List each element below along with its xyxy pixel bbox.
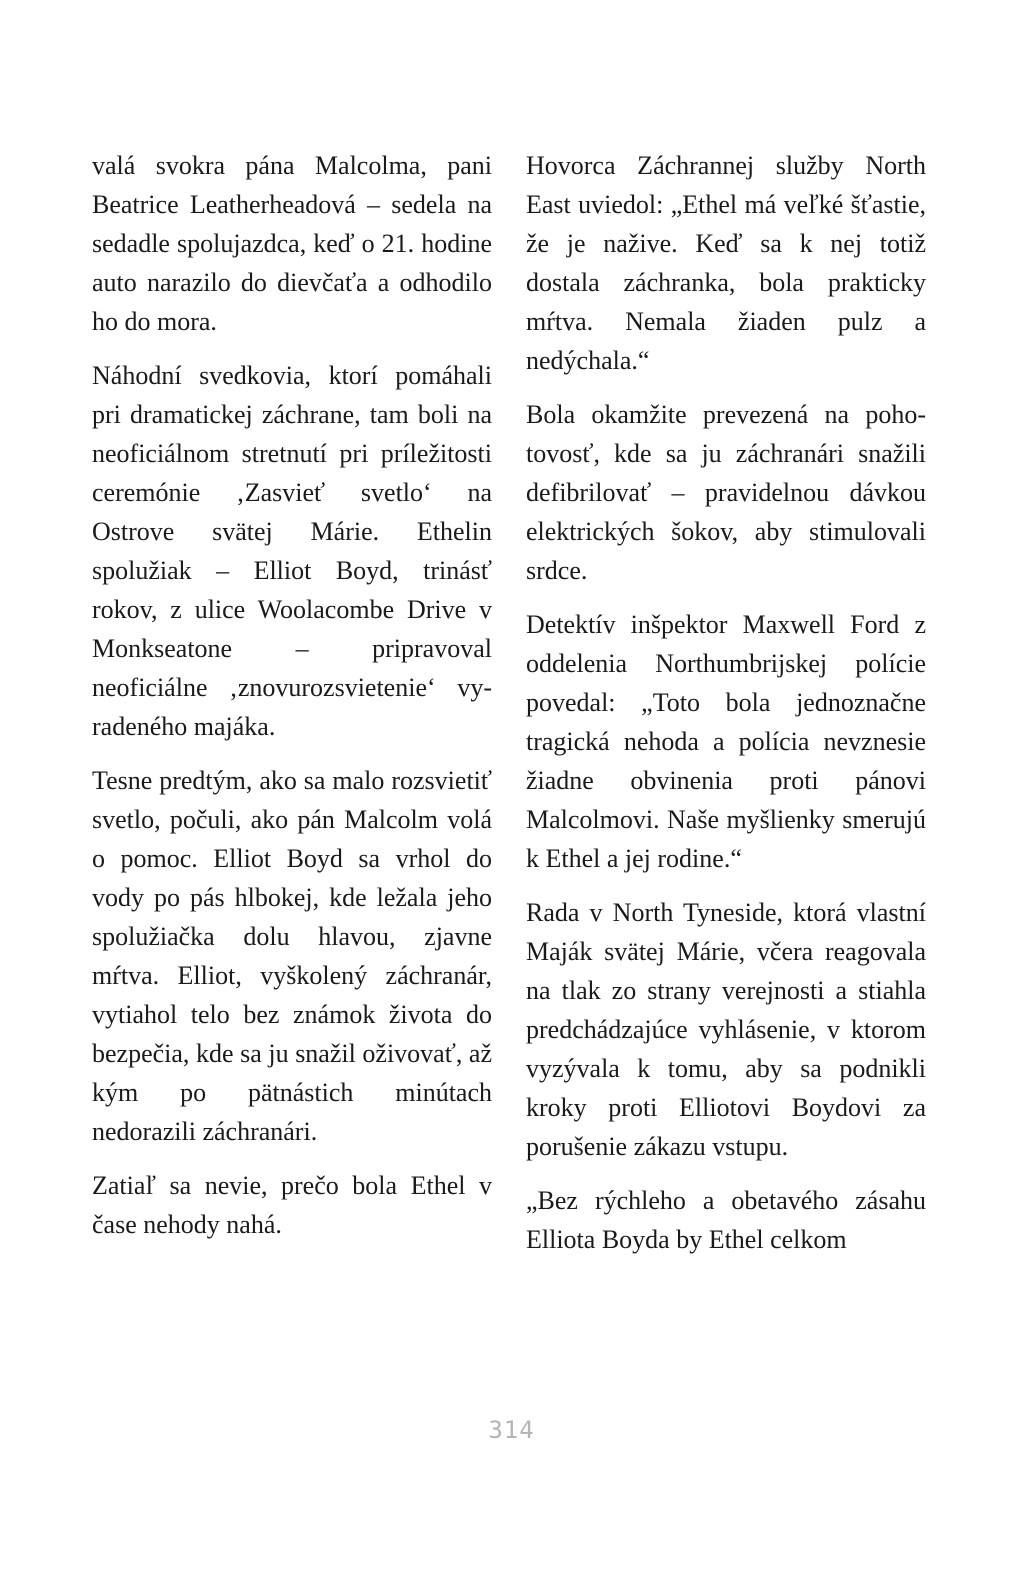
paragraph: Zatiaľ sa nevie, prečo bola Ethel v čase nehody nahá. [92, 1171, 492, 1239]
paragraph: Detektív inšpektor Maxwell Ford z oddelenia Northumbrijskej polície povedal: „Toto bola jednoznačne tragická nehoda a polícia nevznesie žiadne obvinenia proti pánovi Malcolmovi. Naše myšlienky smerujú k Ethel a jej rodine.“ [526, 610, 926, 873]
paragraph: Tesne predtým, ako sa malo rozsvietiť svetlo, počuli, ako pán Malcolm volá o pomoc. Elliot Boyd sa vrhol do vody po pás hlbokej, kde ležala jeho spolužiačka dolu hlavou, zjavne mŕtva. Elliot, vyškolený záchranár, vytiahol telo bez známok života do bezpečia, kde sa ju snažil oživovať, až kým po pätnástich minútach nedorazili záchranári. [92, 766, 492, 1146]
paragraph: Rada v North Tyneside, ktorá vlastní Maják svätej Márie, včera reagovala na tlak zo strany verejnosti a stiahla predchádzajúce vyhlásenie, v ktorom vyzývala k tomu, aby sa podnikli kroky proti Elliotovi Boydovi za porušenie zákazu vstupu. [526, 898, 926, 1161]
paragraph: Bola okamžite prevezená na pohotovosť, kde sa ju záchranári snažili defibrilovať – pravidelnou dávkou elektrických šokov, aby stimulovali srdce. [526, 400, 926, 585]
left-column [92, 146, 492, 1259]
paragraph: valá svokra pána Malcolma, pani Beatrice Leatherheadová – sedela na sedadle spolujazdca, keď o 21. hodine auto narazilo do dievčaťa a odhodilo ho do mora. [92, 151, 492, 336]
paragraph: Hovorca Záchrannej služby North East uviedol: „Ethel má veľké šťastie, že je nažive. Keď sa k nej totiž dostala záchranka, bola prakticky mŕtva. Nemala žiaden pulz a nedýchala.“ [526, 151, 926, 375]
paragraph: Náhodní svedkovia, ktorí pomáhali pri dramatickej záchrane, tam boli na neoficiálnom stretnutí pri príležitosti ceremónie ‚Zasvieť svetlo‘ na Ostrove svätej Márie. Ethelin spolužiak – Elliot Boyd, trinásť rokov, z ulice Woolacombe Drive v Monkseatone – pripravoval neoficiálne ‚znovurozsvietenie‘ vyradeného majáka. [92, 361, 492, 741]
paragraph: „Bez rýchleho a obetavého zásahu Elliota Boyda by Ethel celkom [526, 1186, 926, 1254]
right-column [526, 146, 926, 1274]
page-number: 314 [488, 1416, 535, 1444]
